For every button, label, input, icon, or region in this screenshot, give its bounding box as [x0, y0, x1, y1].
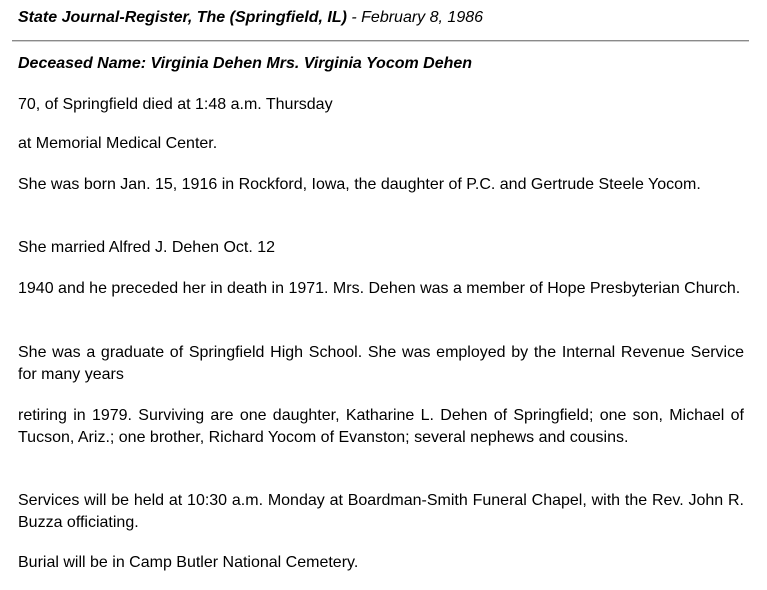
- publication-header: [18, 9, 483, 27]
- obituary-paragraph-7: retiring in 1979. Surviving are one daughter, Katharine L. Dehen of Springfield; one son, Michael of Tucson, Ariz.; one brother, Richard Yocom of Evanston; several nephews and cousins.: [18, 407, 744, 446]
- obituary-paragraph-9: Burial will be in Camp Butler National Cemetery.: [18, 554, 359, 571]
- publication-name: State Journal-Register, The (Springfield, IL): [18, 9, 347, 26]
- obituary-paragraph-4: She married Alfred J. Dehen Oct. 12: [18, 239, 276, 256]
- obituary-paragraph-5: 1940 and he preceded her in death in 1971. Mrs. Dehen was a member of Hope Presbyterian Church.: [18, 280, 741, 297]
- obituary-paragraph-2: at Memorial Medical Center.: [18, 135, 218, 152]
- obituary-paragraph-1: 70, of Springfield died at 1:48 a.m. Thursday: [18, 96, 333, 113]
- deceased-name-heading: Deceased Name: Virginia Dehen Mrs. Virginia Yocom Dehen: [18, 55, 473, 72]
- header-divider: [12, 40, 749, 42]
- obituary-paragraph-3: She was born Jan. 15, 1916 in Rockford, Iowa, the daughter of P.C. and Gertrude Steele Yocom.: [18, 176, 701, 193]
- obituary-paragraph-8: Services will be held at 10:30 a.m. Monday at Boardman-Smith Funeral Chapel, with the Rev. John R. Buzza officiating.: [18, 492, 744, 531]
- publication-date: February 8, 1986: [361, 9, 484, 26]
- header-separator: -: [346, 9, 362, 26]
- obituary-paragraph-6: She was a graduate of Springfield High School. She was employed by the Internal Revenue Service for many years: [18, 344, 744, 383]
